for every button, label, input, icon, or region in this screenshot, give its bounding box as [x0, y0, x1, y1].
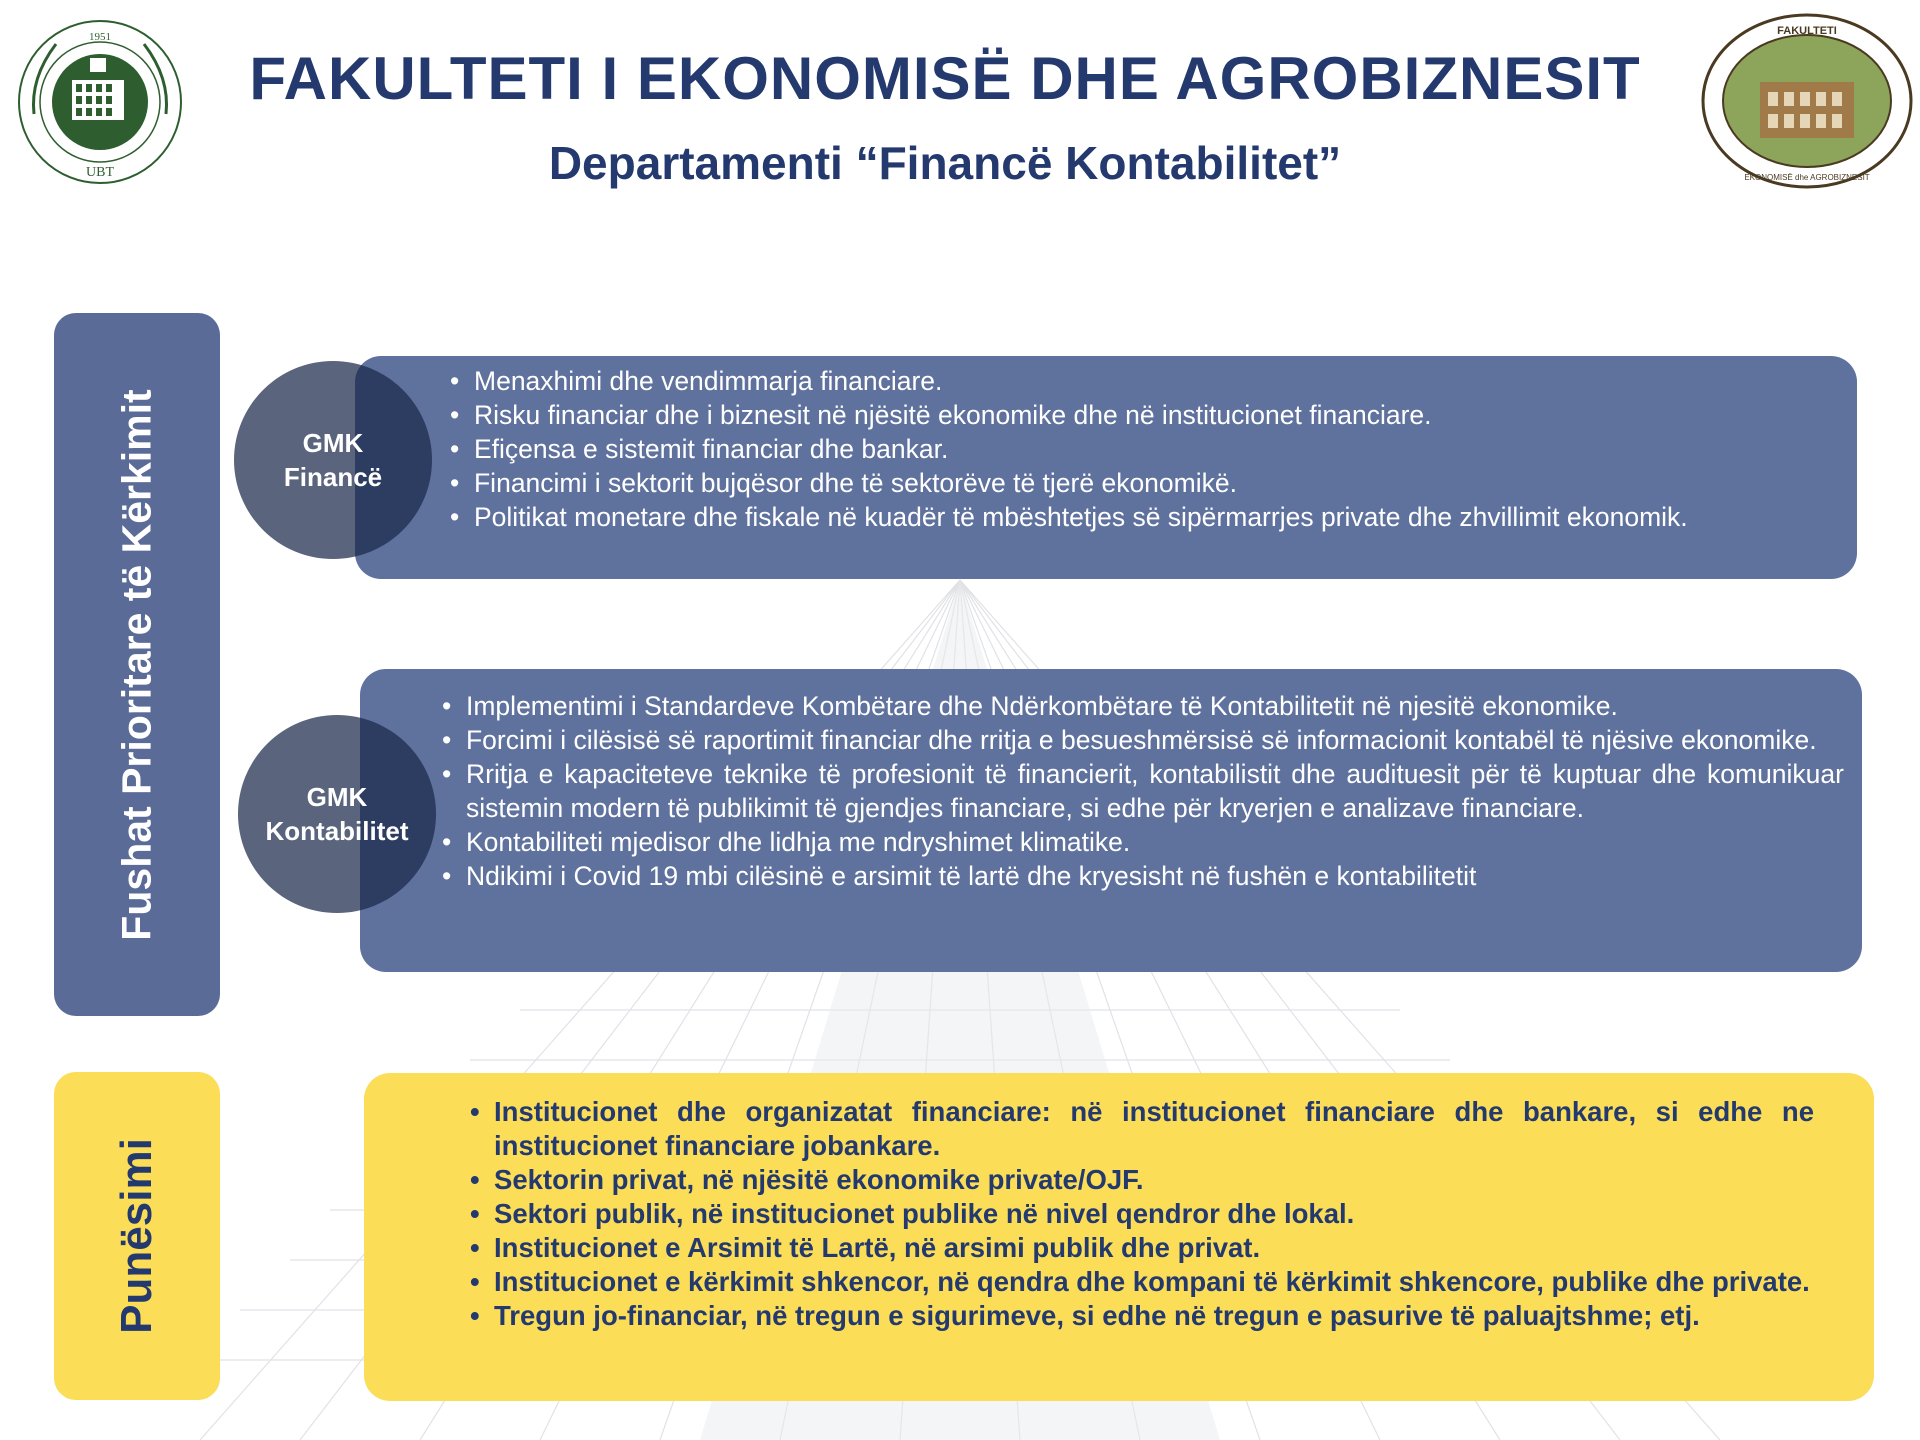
finance-research-list	[450, 364, 1839, 534]
list-item: • Sektorin privat, në njësitë ekonomike private/OJF.	[470, 1163, 1814, 1197]
circle-label-line2: Financë	[283, 462, 383, 492]
circle-label-line1: GMK	[302, 428, 364, 458]
department-subtitle: Departamenti “Financë Kontabilitet”	[548, 137, 1342, 189]
logo-right-bottom-text: EKONOMISË dhe AGROBIZNESIT	[1744, 173, 1870, 182]
circle-label-line1: GMK	[306, 782, 368, 812]
employment-panel	[364, 1073, 1874, 1401]
circle-label-line2: Kontabilitet	[265, 816, 409, 846]
list-item: • Kontabiliteti mjedisor dhe lidhja me ndryshimet klimatike.	[442, 825, 1844, 859]
list-item: • Tregun jo-financiar, në tregun e sigurimeve, si edhe në tregun e pasurive të paluajtshme; etj.	[470, 1299, 1814, 1333]
accounting-research-list	[442, 689, 1844, 893]
list-item: • Menaxhimi dhe vendimmarja financiare.	[450, 364, 1839, 398]
list-item: • Sektori publik, në institucionet publike në nivel qendror dhe lokal.	[470, 1197, 1814, 1231]
research-priorities-tab	[54, 313, 220, 1016]
list-item: • Implementimi i Standardeve Kombëtare dhe Ndërkombëtare të Kontabilitetit në njesitë ekonomike.	[442, 689, 1844, 723]
accounting-research-panel	[360, 669, 1862, 972]
list-item: • Financimi i sektorit bujqësor dhe të sektorëve të tjerë ekonomikë.	[450, 466, 1839, 500]
faculty-logo	[1700, 12, 1914, 190]
employment-tab	[54, 1072, 220, 1400]
list-item: • Institucionet e Arsimit të Lartë, në arsimi publik dhe privat.	[470, 1231, 1814, 1265]
finance-research-panel	[355, 356, 1857, 579]
ubt-logo	[16, 18, 184, 186]
gmk-finance-circle	[234, 361, 432, 559]
gmk-accounting-circle	[238, 715, 436, 913]
logo-right-top-text: FAKULTETI	[1777, 25, 1837, 37]
list-item: • Rritja e kapaciteteve teknike të profesionit të financierit, kontabilistit dhe audituesit për të kuptuar dhe komunikuar sistemin modern të publikimit të gjendjes financiare, si edhe për kryerjen e analizave financiare.	[442, 757, 1844, 825]
list-item: • Ndikimi i Covid 19 mbi cilësinë e arsimit të lartë dhe kryesisht në fushën e kontabilitetit	[442, 859, 1844, 893]
list-item: • Institucionet e kërkimit shkencor, në qendra dhe kompani të kërkimit shkencore, publike dhe private.	[470, 1265, 1814, 1299]
list-item: • Risku financiar dhe i biznesit në njësitë ekonomike dhe në institucionet financiare.	[450, 398, 1839, 432]
employment-list	[470, 1095, 1814, 1333]
list-item: • Forcimi i cilësisë së raportimit financiar dhe rritja e besueshmërsisë së informacionit kontabël të njësive ekonomike.	[442, 723, 1844, 757]
research-priorities-label: Fushat Prioritare të Kërkimit	[113, 388, 160, 941]
logo-ubt-text: UBT	[86, 165, 114, 180]
faculty-title: FAKULTETI I EKONOMISË DHE AGROBIZNESIT	[249, 45, 1641, 112]
employment-label: Punësimi	[112, 1138, 161, 1334]
list-item: • Politikat monetare dhe fiskale në kuadër të mbështetjes së sipërmarrjes private dhe zhvillimit ekonomik.	[450, 500, 1839, 534]
logo-year-text: 1951	[89, 31, 111, 43]
list-item: • Efiçensa e sistemit financiar dhe bankar.	[450, 432, 1839, 466]
list-item: • Institucionet dhe organizatat financiare: në institucionet financiare dhe bankare, si edhe ne institucionet financiare jobankare.	[470, 1095, 1814, 1163]
